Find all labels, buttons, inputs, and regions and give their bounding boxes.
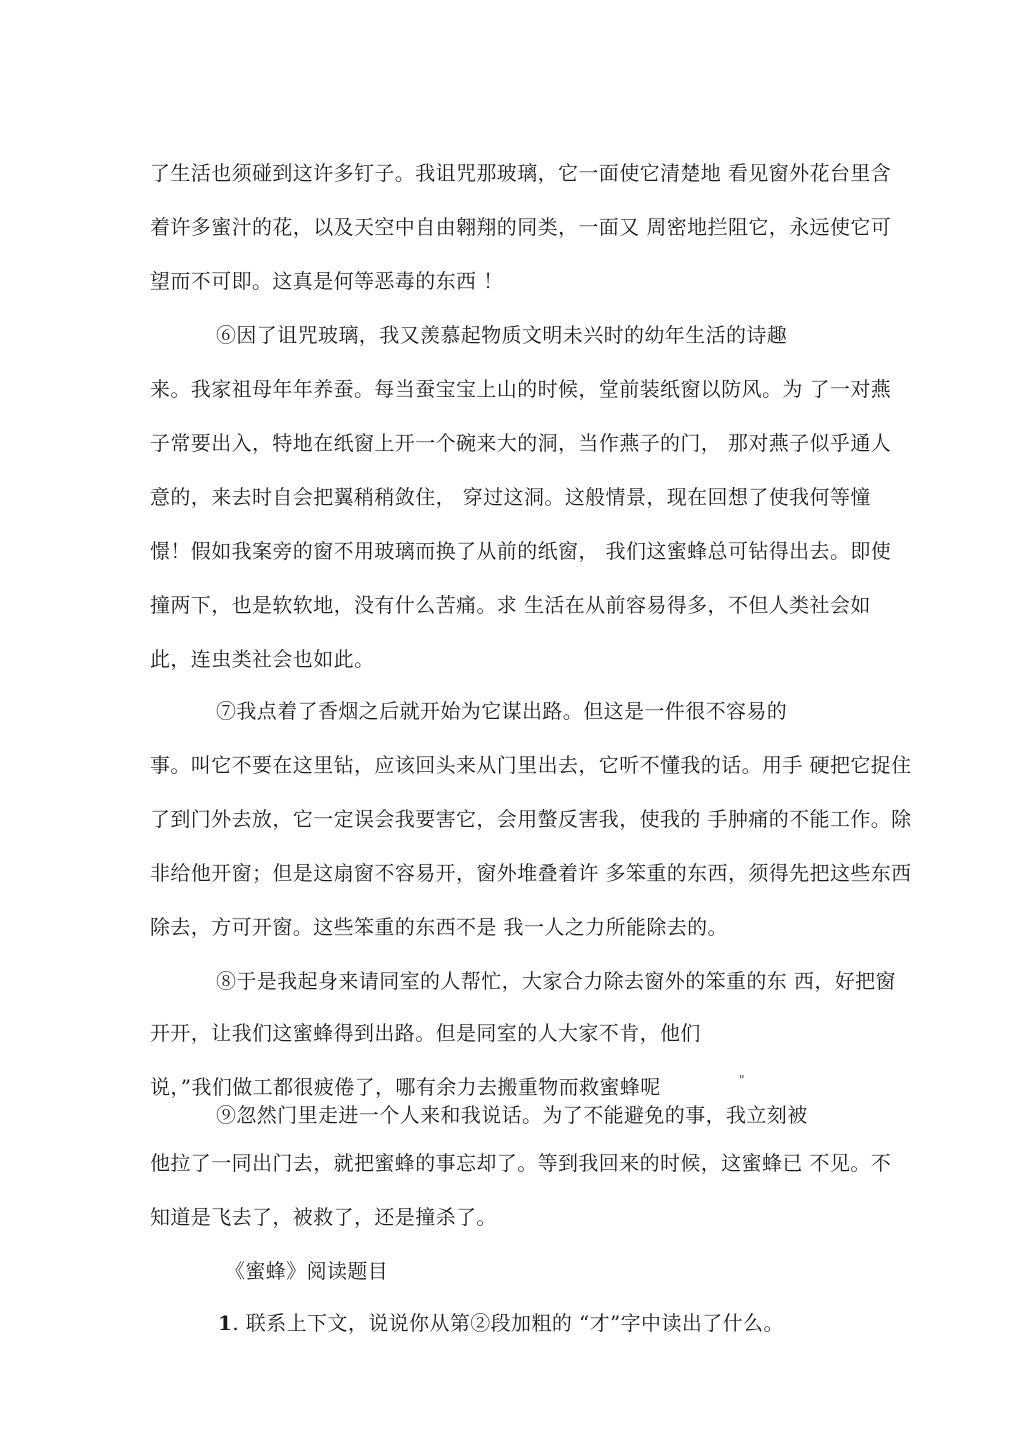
text-line: 了生活也须碰到这许多钉子。我诅咒那玻璃，它一面使它清楚地 看见窗外花台里含 xyxy=(150,161,892,185)
question-number: 1 xyxy=(218,1311,233,1335)
text-line: 除去，方可开窗。这些笨重的东西不是 我一人之力所能除去的。 xyxy=(150,915,728,939)
text-line: 非给他开窗；但是这扇窗不容易开，窗外堆叠着许 多笨重的东西，须得先把这些东西 xyxy=(150,861,912,885)
text-line: 憬！假如我案旁的窗不用玻璃而换了从前的纸窗， 我们这蜜蜂总可钻得出去。即使 xyxy=(150,539,892,563)
text-line: 事。叫它不要在这里钻，应该回头来从门里出去，它听不懂我的话。用手 硬把它捉住 xyxy=(150,753,912,777)
text-line: 他拉了一同出门去，就把蜜蜂的事忘却了。等到我回来的时候，这蜜蜂已 不见。不 xyxy=(150,1151,892,1175)
text-line: 子常要出入，特地在纸窗上开一个碗来大的洞，当作燕子的门， 那对燕子似乎通人 xyxy=(150,431,892,455)
paragraph-start-line: ⑨忽然门里走进一个人来和我说话。为了不能避免的事，我立刻被 xyxy=(216,1103,808,1127)
text-line: 说，”我们做工都很疲倦了，哪有余力去搬重物而救蜜蜂呢 xyxy=(150,1075,661,1099)
text-line: 意的，来去时自会把翼稍稍敛住， 穿过这洞。这般情景，现在回想了使我何等憧 xyxy=(150,485,871,509)
question-1 xyxy=(218,1310,784,1336)
section-heading: 《蜜蜂》阅读题目 xyxy=(225,1259,389,1283)
paragraph-start-line: ⑥因了诅咒玻璃，我又羡慕起物质文明未兴时的幼年生活的诗趣 xyxy=(216,323,788,347)
text-line: 此，连虫类社会也如此。 xyxy=(150,647,375,671)
text-line: 了到门外去放，它一定误会我要害它，会用螫反害我，使我的 手肿痛的不能工作。除 xyxy=(150,807,912,831)
question-text: . 联系上下文，说说你从第②段加粗的 “才”字中读出了什么。 xyxy=(232,1311,784,1335)
text-line: 知道是飞去了，被救了，还是撞杀了。 xyxy=(150,1205,497,1229)
text-line: 撞两下，也是软软地，没有什么苦痛。求 生活在从前容易得多，不但人类社会如 xyxy=(150,593,871,617)
text-line: 望而不可即。这真是何等恶毒的东西 ！ xyxy=(150,269,504,293)
text-line: 着许多蜜汁的花，以及天空中自由翱翔的同类，一面又 周密地拦阻它，永远使它可 xyxy=(150,215,892,239)
paragraph-start-line: ⑦我点着了香烟之后就开始为它谋出路。但这是一件很不容易的 xyxy=(216,699,788,723)
text-line: 开开，让我们这蜜蜂得到出路。但是同室的人大家不肯，他们 xyxy=(150,1021,701,1045)
stray-quote-mark: " xyxy=(739,1073,745,1087)
text-line: 来。我家祖母年年养蚕。每当蚕宝宝上山的时候，堂前装纸窗以防风。为 了一对燕 xyxy=(150,377,892,401)
paragraph-start-line: ⑧于是我起身来请同室的人帮忙，大家合力除去窗外的笨重的东 西，好把窗 xyxy=(216,969,896,993)
